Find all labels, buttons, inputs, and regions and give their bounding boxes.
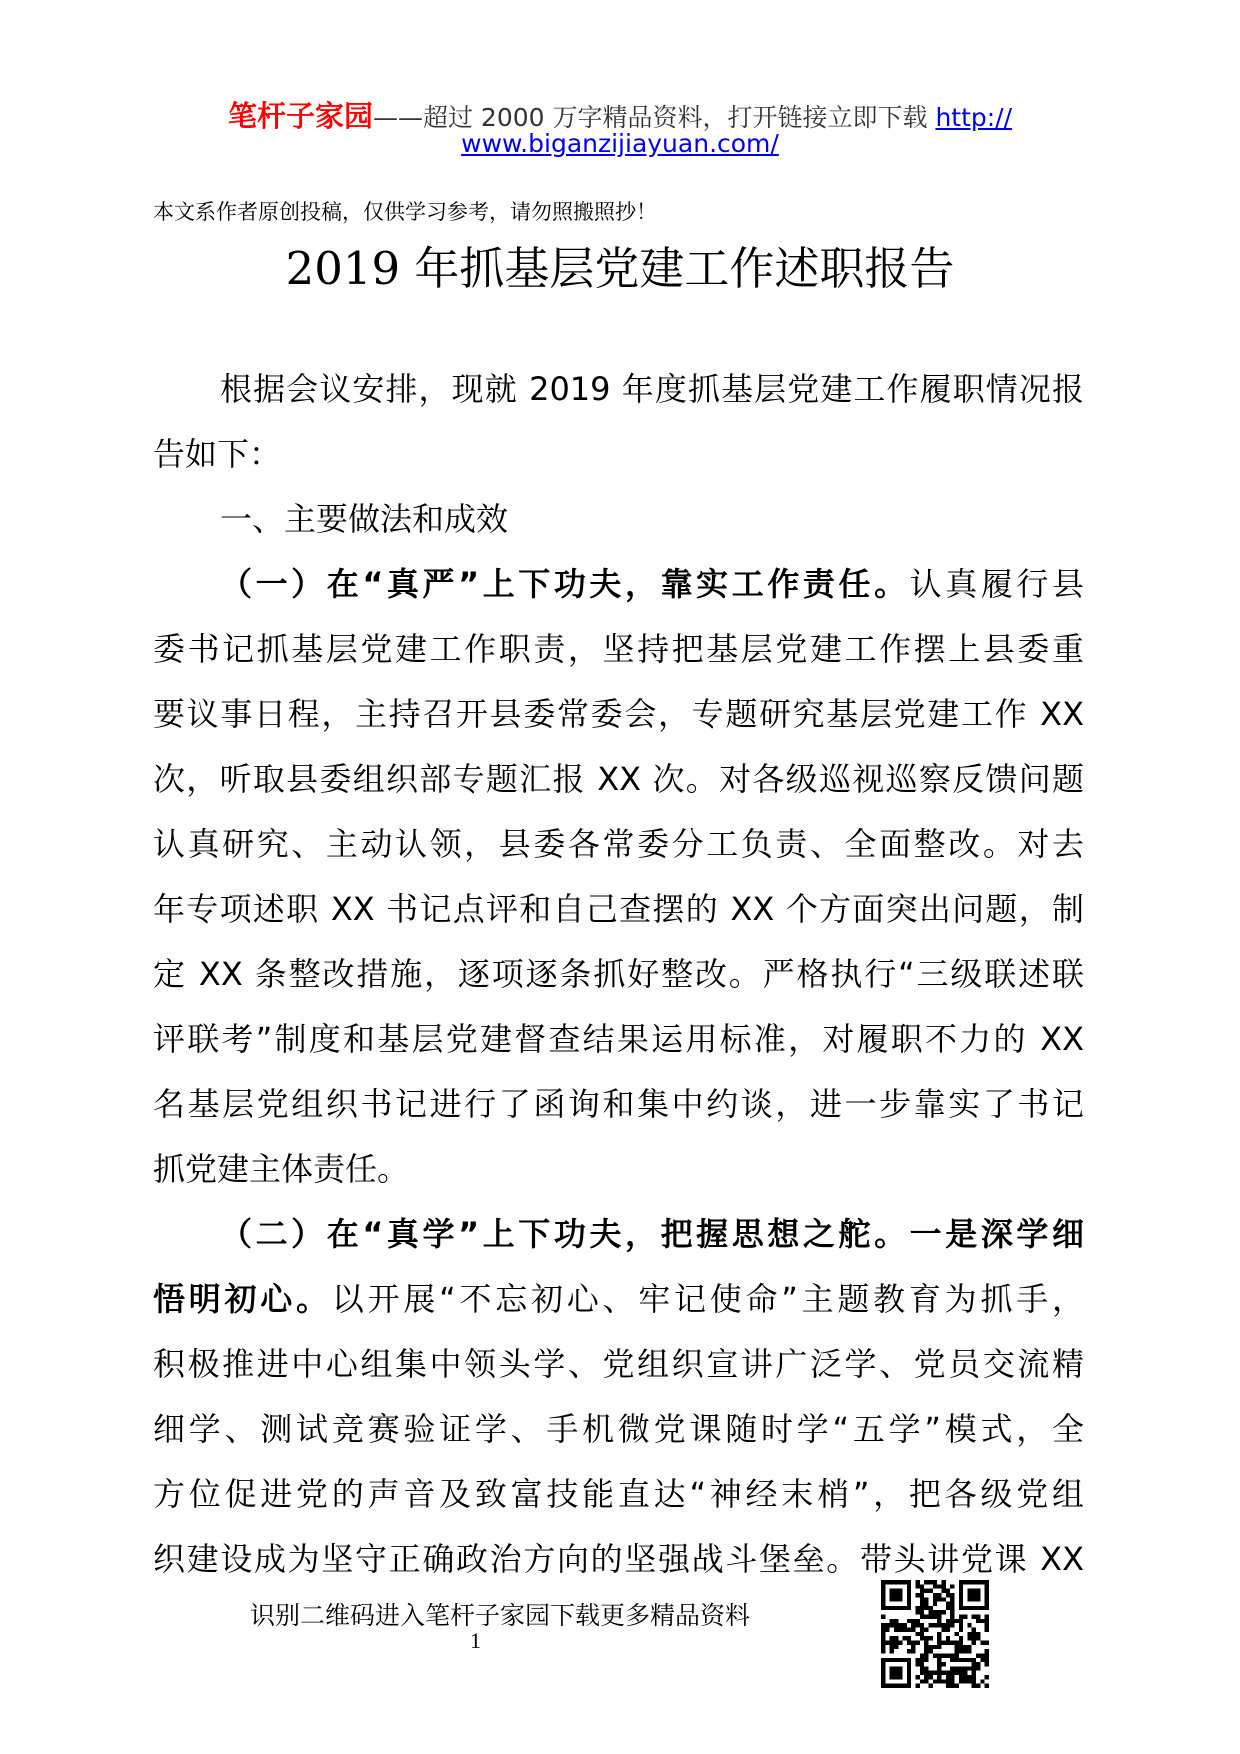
text-line (153, 434, 1084, 474)
body-text: 委书记抓基层党建工作职责，坚持把基层党建工作摆上县委重 (153, 630, 1084, 668)
body-text: 积极推进中心组集中领头学、党组织宣讲广泛学、党员交流精 (153, 1345, 1084, 1383)
body-text: 织建设成为坚守正确政治方向的坚强战斗堡垒。带头讲党课 XX (153, 1540, 1084, 1578)
body-text: 抓党建主体责任。 (153, 1150, 410, 1188)
body-text: 方位促进党的声音及致富技能直达“神经末梢”，把各级党组 (153, 1475, 1084, 1513)
text-line (220, 369, 1084, 409)
body-text: 一、主要做法和成效 (220, 500, 509, 538)
text-line (153, 1409, 1084, 1449)
body-text: 认真研究、主动认领，县委各常委分工负责、全面整改。对去 (153, 825, 1084, 863)
text-line (153, 694, 1084, 734)
bold-heading-text: （一）在“真严”上下功夫，靠实工作责任。 (220, 565, 910, 603)
text-line (153, 1149, 1084, 1189)
body-text: 以开展“不忘初心、牢记使命”主题教育为抓手， (331, 1280, 1084, 1318)
text-line (153, 1084, 1084, 1124)
text-line (153, 1279, 1084, 1319)
text-line (153, 1474, 1084, 1514)
body-text: 评联考”制度和基层党建督查结果运用标准，对履职不力的 XX (153, 1020, 1084, 1058)
copyright-note: 本文系作者原创投稿，仅供学习参考，请勿照搬照抄！ (153, 200, 657, 224)
body-text: 细学、测试竞赛验证学、手机微党课随时学“五学”模式，全 (153, 1410, 1084, 1448)
text-line (153, 1019, 1084, 1059)
body-text: 认真履行县 (909, 565, 1084, 603)
qr-caption: 识别二维码进入笔杆子家园下载更多精品资料 (250, 1601, 751, 1630)
body-text: 次，听取县委组织部专题汇报 XX 次。对各级巡视巡察反馈问题 (153, 760, 1084, 798)
text-line (153, 1539, 1084, 1579)
body-text: 要议事日程，主持召开县委常委会，专题研究基层党建工作 XX (153, 695, 1084, 733)
body-text: 定 XX 条整改措施，逐项逐条抓好整改。严格执行“三级联述联 (153, 955, 1084, 993)
qr-code-icon[interactable] (880, 1580, 990, 1688)
promo-header-link-line (0, 129, 1240, 158)
body-text: 告如下： (153, 435, 282, 473)
body-text: 根据会议安排，现就 2019 年度抓基层党建工作履职情况报 (220, 370, 1084, 408)
bold-heading-text: （二）在“真学”上下功夫，把握思想之舵。一是深学细 (220, 1215, 1084, 1253)
text-line (153, 1344, 1084, 1384)
text-line (220, 499, 1084, 539)
text-line (153, 824, 1084, 864)
body-text: 年专项述职 XX 书记点评和自己查摆的 XX 个方面突出问题，制 (153, 890, 1084, 928)
bold-heading-text: 悟明初心。 (153, 1280, 332, 1318)
text-line (153, 889, 1084, 929)
text-line (220, 564, 1084, 604)
brand-name: 笔杆子家园 (227, 99, 373, 133)
site-link-part2[interactable]: www.biganzijiayuan.com/ (461, 129, 779, 158)
text-line (220, 1214, 1084, 1254)
text-line (153, 629, 1084, 669)
document-title: 2019 年抓基层党建工作述职报告 (285, 242, 955, 295)
body-text: 名基层党组织书记进行了函询和集中约谈，进一步靠实了书记 (153, 1085, 1084, 1123)
text-line (153, 759, 1084, 799)
text-line (153, 954, 1084, 994)
site-link-part1[interactable]: http:// (935, 103, 1013, 132)
promo-tagline: ——超过 2000 万字精品资料，打开链接立即下载 (372, 103, 936, 132)
page-number: 1 (470, 1628, 481, 1653)
